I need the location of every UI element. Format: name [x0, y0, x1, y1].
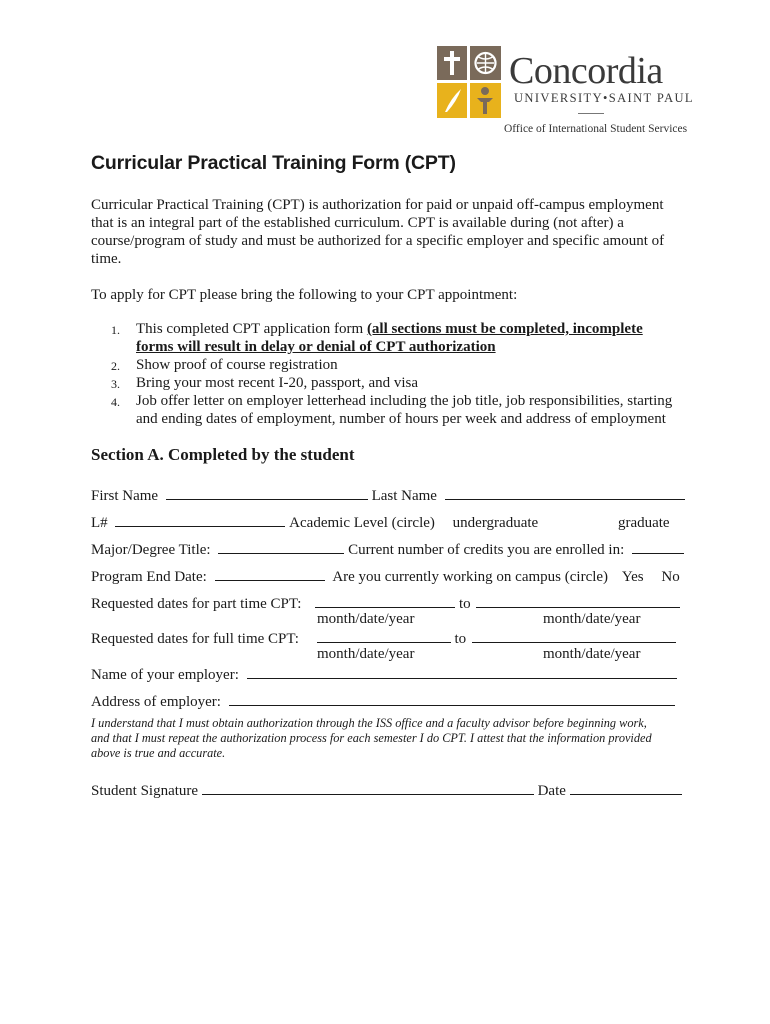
logo-divider: [578, 113, 604, 114]
employer-address-field[interactable]: [229, 691, 675, 706]
list-item-warning: (all sections must be completed, incomplete: [366, 321, 643, 337]
major-label: Major/Degree Title:: [91, 542, 211, 558]
list-item: [91, 374, 691, 392]
list-item-text: Bring your most recent I-20, passport, and visa: [136, 375, 419, 391]
to-label: to: [454, 631, 467, 647]
form-title: Curricular Practical Training Form (CPT): [91, 152, 456, 174]
full-time-row: [91, 628, 676, 648]
attestation-line: and that I must repeat the authorization process for each semester I do CPT. I attest that the information provided: [91, 731, 652, 745]
name-row: [91, 485, 685, 505]
list-item: [91, 392, 691, 428]
list-number: 3.: [111, 377, 120, 391]
signature-date-field[interactable]: [570, 780, 682, 795]
credits-field[interactable]: [632, 539, 684, 554]
academic-level-label: Academic Level (circle): [289, 515, 435, 531]
program-working-row: [91, 566, 680, 586]
signature-label: Student Signature: [91, 783, 199, 799]
intro-line: course/program of study and must be authorized for a specific employer and specific amount of: [91, 233, 665, 249]
intro-line: Curricular Practical Training (CPT) is authorization for paid or unpaid off-campus employment: [91, 197, 664, 213]
credits-label: Current number of credits you are enrolled in:: [348, 542, 625, 558]
list-item-text-cont: and ending dates of employment, number of hours per week and address of employment: [136, 411, 666, 427]
logo-subtitle: UNIVERSITY•SAINT PAUL: [514, 91, 694, 105]
full-time-start-field[interactable]: [317, 628, 451, 643]
major-field[interactable]: [218, 539, 344, 554]
list-item: [91, 320, 691, 356]
first-name-label: First Name: [91, 488, 159, 504]
full-time-end-field[interactable]: [472, 628, 676, 643]
undergraduate-option[interactable]: undergraduate: [452, 515, 539, 531]
id-level-row: [91, 512, 670, 532]
signature-field[interactable]: [202, 780, 534, 795]
yes-option[interactable]: Yes: [621, 569, 644, 585]
intro-line: that is an integral part of the established curriculum. CPT is available during (not after) a: [91, 215, 624, 231]
signature-row: [91, 780, 682, 800]
apply-instructions: To apply for CPT please bring the following to your CPT appointment:: [91, 287, 518, 303]
section-a-heading: Section A. Completed by the student: [91, 445, 355, 464]
office-name: Office of International Student Services: [504, 123, 688, 135]
part-time-start-field[interactable]: [315, 593, 455, 608]
list-number: 2.: [111, 359, 120, 373]
employer-address-row: [91, 691, 675, 711]
employer-name-row: [91, 664, 677, 684]
list-item-text: This completed CPT application form: [136, 321, 367, 337]
attestation-line: I understand that I must obtain authorization through the ISS office and a faculty advisor before beginning work,: [91, 716, 647, 730]
last-name-field[interactable]: [445, 485, 685, 500]
working-label: Are you currently working on campus (circle): [332, 569, 609, 585]
date-caption: month/date/year: [543, 611, 641, 627]
attestation-statement: [91, 716, 691, 761]
employer-name-field[interactable]: [247, 664, 677, 679]
employer-name-label: Name of your employer:: [91, 667, 239, 683]
attestation-line: above is true and accurate.: [91, 746, 226, 760]
list-item: [91, 356, 691, 374]
intro-line: time.: [91, 251, 122, 267]
no-option[interactable]: No: [661, 569, 680, 585]
last-name-label: Last Name: [371, 488, 437, 504]
list-number: 4.: [111, 395, 120, 409]
concordia-logo-mark: [437, 46, 501, 118]
list-number: 1.: [111, 323, 120, 337]
program-end-field[interactable]: [215, 566, 325, 581]
major-credits-row: [91, 539, 684, 559]
logo-name: Concordia: [509, 50, 663, 92]
requirements-list: [91, 320, 691, 428]
part-time-end-field[interactable]: [476, 593, 680, 608]
list-item-text: Job offer letter on employer letterhead including the job title, job responsibilities, starting: [136, 393, 673, 409]
date-caption: month/date/year: [317, 611, 415, 627]
employer-address-label: Address of employer:: [91, 694, 221, 710]
graduate-option[interactable]: graduate: [617, 515, 670, 531]
l-number-field[interactable]: [115, 512, 285, 527]
list-item-text: Show proof of course registration: [136, 357, 338, 373]
part-time-label: Requested dates for part time CPT:: [91, 596, 302, 612]
first-name-field[interactable]: [166, 485, 368, 500]
full-time-label: Requested dates for full time CPT:: [91, 631, 299, 647]
program-end-label: Program End Date:: [91, 569, 207, 585]
date-caption: month/date/year: [543, 646, 641, 662]
date-caption: month/date/year: [317, 646, 415, 662]
date-label: Date: [537, 783, 566, 799]
part-time-row: [91, 593, 680, 613]
l-number-label: L#: [91, 515, 108, 531]
intro-paragraph: [91, 196, 691, 268]
to-label: to: [458, 596, 471, 612]
list-item-warning-cont: forms will result in delay or denial of CPT authorization: [136, 339, 496, 355]
